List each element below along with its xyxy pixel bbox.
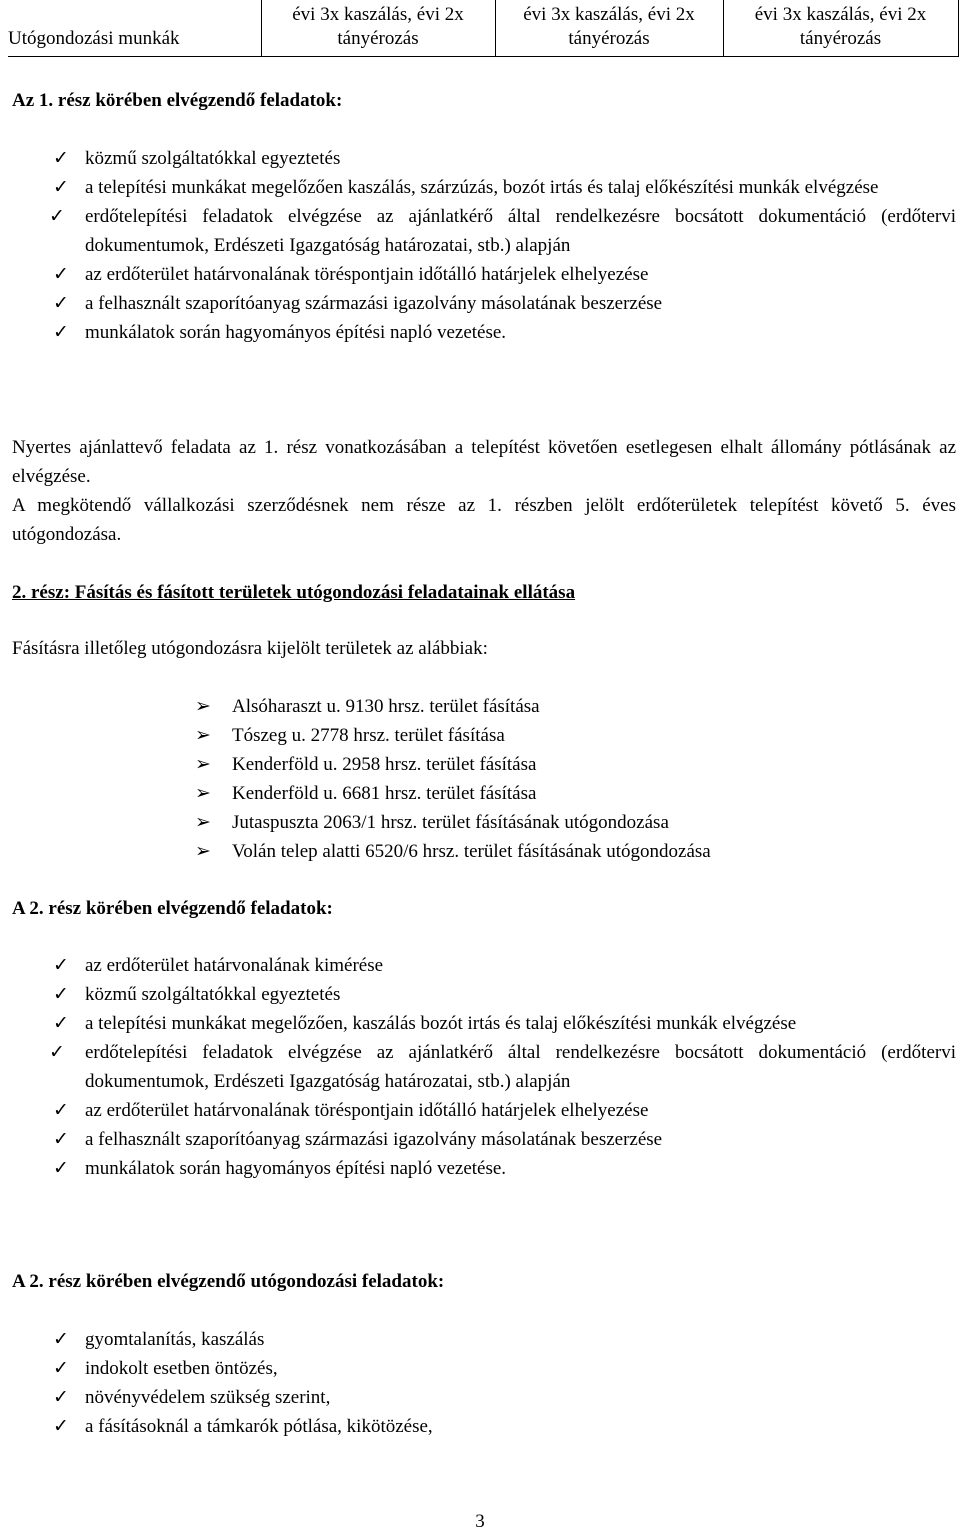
arrow-bullet-icon: ➢ (195, 783, 211, 804)
section2-intro: Fásításra illetőleg utógondozásra kijelölt területek az alábbiak: (12, 638, 488, 659)
check-icon: ✓ (53, 1157, 69, 1179)
check-icon: ✓ (49, 1041, 65, 1063)
list-item: ✓ erdőtelepítési feladatok elvégzése az ajánlatkérő által rendelkezésre bocsátott dokumentáció (erdőtervi dokumentumok, Erdészeti Igazgatóság határozatai, stb.) alapján (12, 1038, 956, 1096)
check-icon: ✓ (53, 1415, 69, 1437)
header-cell-task: Utógondozási munkák (8, 0, 261, 57)
check-icon: ✓ (53, 176, 69, 198)
header-cell-year-2: évi 3x kaszálás, évi 2x tányérozás (495, 0, 723, 57)
list-item: ✓ közmű szolgáltatókkal egyeztetés (12, 980, 956, 1009)
section2-title: 2. rész: Fásítás és fásított területek utógondozási feladatainak ellátása (12, 582, 576, 603)
check-icon: ✓ (53, 954, 69, 976)
arrow-bullet-icon: ➢ (195, 725, 211, 746)
list-item: ✓ az erdőterület határvonalának kimérése (12, 951, 956, 980)
list-item: ✓ munkálatok során hagyományos építési napló vezetése. (12, 1154, 956, 1183)
section2-task-checklist (12, 951, 956, 1183)
check-icon: ✓ (53, 983, 69, 1005)
check-icon: ✓ (53, 1386, 69, 1408)
arrow-bullet-icon: ➢ (195, 696, 211, 717)
list-item: ➢ Kenderföld u. 6681 hrsz. terület fásítása (12, 779, 956, 808)
list-item: ✓ a telepítési munkákat megelőzően kaszálás, szárzúzás, bozót irtás és talaj előkészítési munkák elvégzése (12, 173, 956, 202)
check-icon: ✓ (53, 1357, 69, 1379)
section1-paragraph-exclusion: A megkötendő vállalkozási szerződésnek nem része az 1. részben jelölt erdőterületek telepítést követő 5. éves utógondozása. (12, 495, 956, 545)
arrow-bullet-icon: ➢ (195, 754, 211, 775)
section2-aftercare-heading: A 2. rész körében elvégzendő utógondozási feladatok: (12, 1271, 445, 1292)
table-row (8, 0, 958, 57)
list-item: ✓ a telepítési munkákat megelőzően, kaszálás bozót irtás és talaj előkészítési munkák elvégzése (12, 1009, 956, 1038)
list-item: ✓ indokolt esetben öntözés, (12, 1354, 956, 1383)
arrow-bullet-icon: ➢ (195, 841, 211, 862)
check-icon: ✓ (53, 1099, 69, 1121)
list-item: ✓ a felhasznált szaporítóanyag származási igazolvány másolatának beszerzése (12, 289, 956, 318)
list-item: ➢ Volán telep alatti 6520/6 hrsz. terület fásításának utógondozása (12, 837, 956, 866)
list-item: ➢ Jutaspuszta 2063/1 hrsz. terület fásításának utógondozása (12, 808, 956, 837)
list-item: ➢ Kenderföld u. 2958 hrsz. terület fásítása (12, 750, 956, 779)
list-item: ➢ Alsóharaszt u. 9130 hrsz. terület fásítása (12, 692, 956, 721)
section1-heading: Az 1. rész körében elvégzendő feladatok: (12, 90, 343, 111)
check-icon: ✓ (53, 292, 69, 314)
list-item: ➢ Tószeg u. 2778 hrsz. terület fásítása (12, 721, 956, 750)
header-cell-year-3: évi 3x kaszálás, évi 2x tányérozás (723, 0, 958, 57)
check-icon: ✓ (53, 1328, 69, 1350)
list-item: ✓ gyomtalanítás, kaszálás (12, 1325, 956, 1354)
section1-checklist (12, 144, 956, 347)
list-item: ✓ erdőtelepítési feladatok elvégzése az ajánlatkérő által rendelkezésre bocsátott dokumentáció (erdőtervi dokumentumok, Erdészeti Igazgatóság határozatai, stb.) alapján (12, 202, 956, 260)
check-icon: ✓ (53, 1128, 69, 1150)
list-item: ✓ növényvédelem szükség szerint, (12, 1383, 956, 1412)
list-item: ✓ munkálatok során hagyományos építési napló vezetése. (12, 318, 956, 347)
list-item: ✓ közmű szolgáltatókkal egyeztetés (12, 144, 956, 173)
section2-area-list (12, 692, 956, 866)
header-table (8, 0, 959, 57)
list-item: ✓ a felhasznált szaporítóanyag származási igazolvány másolatának beszerzése (12, 1125, 956, 1154)
arrow-bullet-icon: ➢ (195, 812, 211, 833)
list-item: ✓ az erdőterület határvonalának töréspontjain időtálló határjelek elhelyezése (12, 1096, 956, 1125)
page-number: 3 (475, 1511, 485, 1532)
check-icon: ✓ (49, 205, 65, 227)
check-icon: ✓ (53, 1012, 69, 1034)
check-icon: ✓ (53, 263, 69, 285)
list-item: ✓ az erdőterület határvonalának töréspontjain időtálló határjelek elhelyezése (12, 260, 956, 289)
section2-aftercare-checklist (12, 1325, 956, 1441)
check-icon: ✓ (53, 321, 69, 343)
section1-paragraph-replacement: Nyertes ajánlattevő feladata az 1. rész vonatkozásában a telepítést követően esetlegesen elhalt állomány pótlásának az elvégzése. (12, 437, 956, 487)
check-icon: ✓ (53, 147, 69, 169)
section2-tasks-heading: A 2. rész körében elvégzendő feladatok: (12, 898, 333, 919)
list-item: ✓ a fásításoknál a támkarók pótlása, kikötözése, (12, 1412, 956, 1441)
header-cell-year-1: évi 3x kaszálás, évi 2x tányérozás (261, 0, 495, 57)
